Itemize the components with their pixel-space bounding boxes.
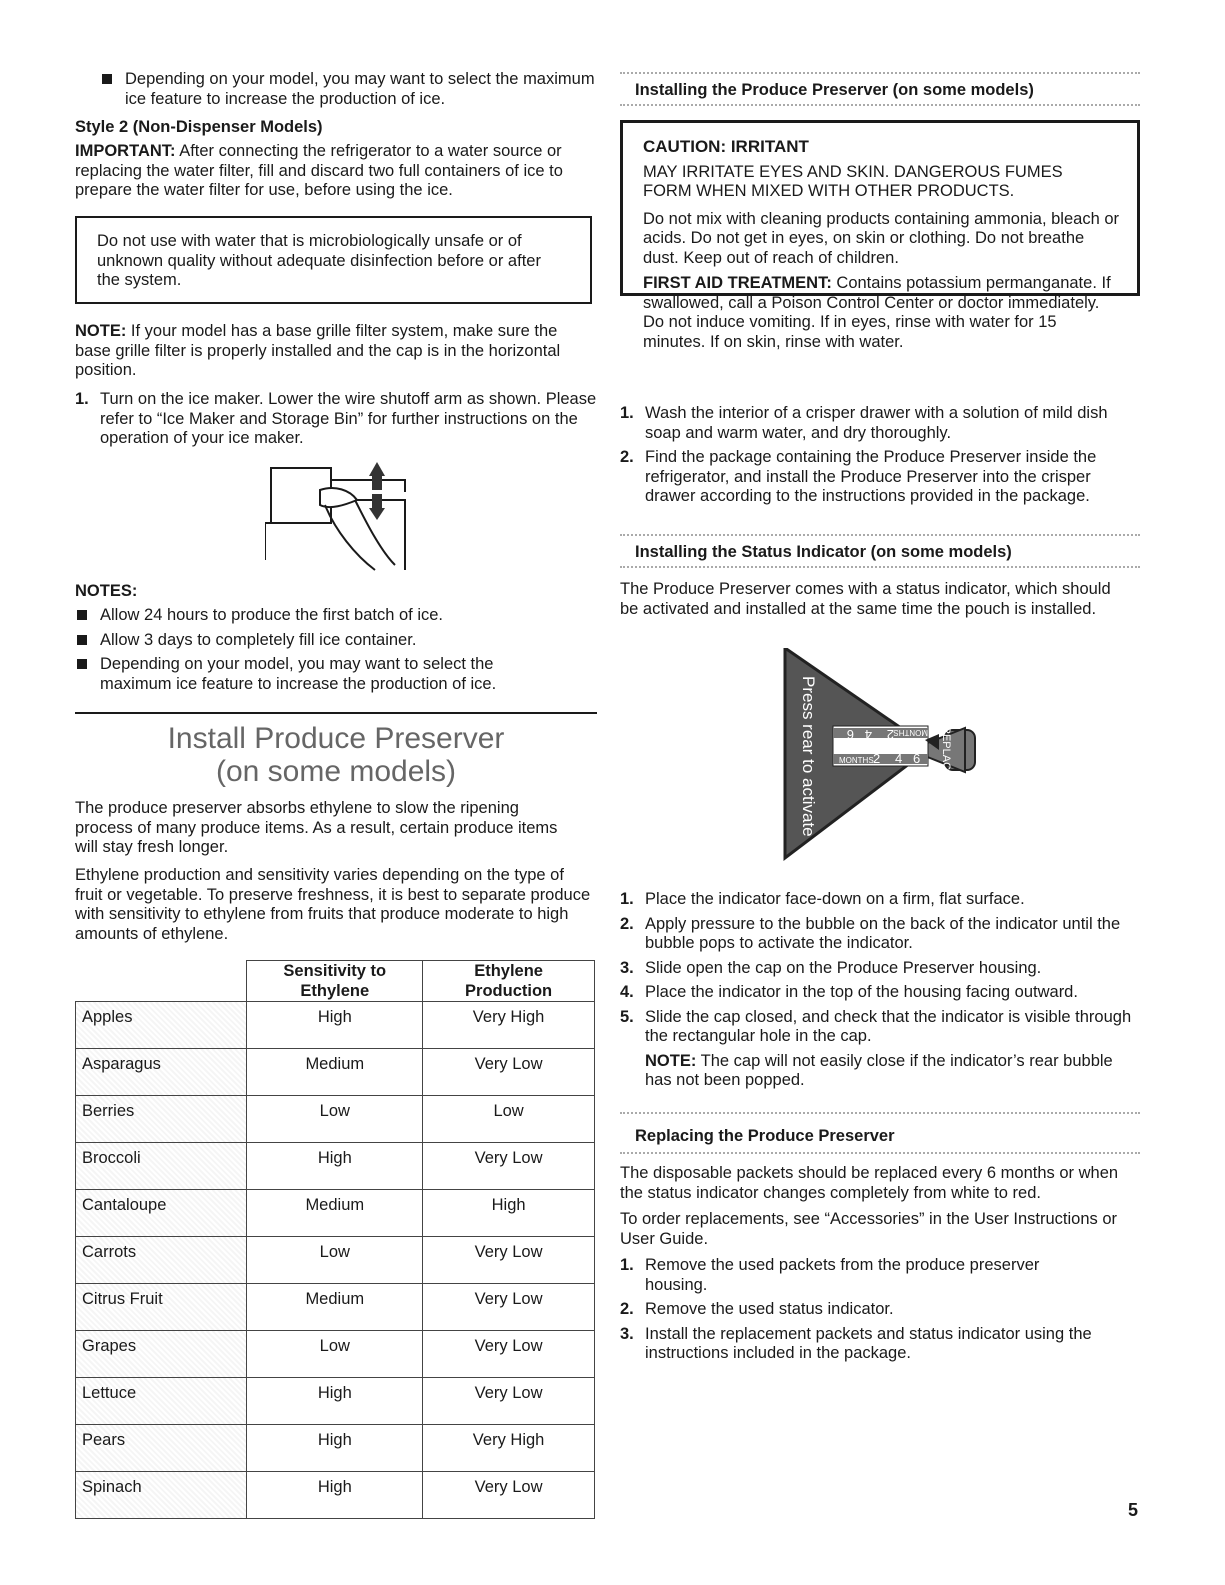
production-value: High: [423, 1190, 595, 1237]
produce-name: Berries: [76, 1096, 247, 1143]
ethylene-table: [75, 960, 595, 1519]
production-value: Very Low: [423, 1472, 595, 1519]
produce-name: Broccoli: [76, 1143, 247, 1190]
produce-name: Grapes: [76, 1331, 247, 1378]
table-row: [76, 1331, 595, 1378]
step5-note-label: NOTE:: [645, 1051, 697, 1070]
produce-name: Spinach: [76, 1472, 247, 1519]
step-number: 5.: [620, 1007, 634, 1026]
important-label: IMPORTANT:: [75, 142, 176, 160]
bullet-square-icon: [77, 635, 87, 645]
ice-maker-illustration: [265, 460, 485, 580]
step-number: 2.: [620, 448, 634, 466]
list-item-text: Allow 3 days to completely fill ice container.: [100, 630, 417, 649]
style2-heading: Style 2 (Non-Dispenser Models): [75, 118, 323, 136]
step-text: Place the indicator in the top of the housing facing outward.: [645, 983, 1078, 1001]
replacing-heading: Replacing the Produce Preserver: [635, 1127, 895, 1145]
produce-name: Asparagus: [76, 1049, 247, 1096]
bullet-square-icon: [77, 610, 87, 620]
replacing-paragraph-1: The disposable packets should be replaced every 6 months or when the status indicator changes completely from white to red.: [620, 1164, 1119, 1202]
step-item: [620, 983, 1140, 1003]
page-number: 5: [1128, 1500, 1139, 1520]
production-value: Low: [423, 1096, 595, 1143]
important-text: After connecting the refrigerator to a water source or replacing the water filter, fill and discard two full containers of ice to prepare the water filter for use, before using the ice.: [75, 142, 563, 199]
bullet-square-icon: [77, 659, 87, 669]
table-row: [76, 1143, 595, 1190]
step5-note-text: The cap will not easily close if the indicator’s rear bubble has not been popped.: [645, 1051, 1113, 1089]
section-title-line-2: (on some models): [215, 755, 457, 788]
production-value: Very Low: [423, 1378, 595, 1425]
step-text: Place the indicator face-down on a firm, flat surface.: [645, 890, 1025, 908]
table-row: [76, 1425, 595, 1472]
important-paragraph: [75, 142, 587, 201]
dotted-rule: [620, 566, 1140, 568]
production-value: Very Low: [423, 1237, 595, 1284]
sensitivity-value: Low: [247, 1237, 423, 1284]
step-1: [75, 390, 600, 449]
sensitivity-value: High: [247, 1002, 423, 1049]
month-4-inverted: 4: [864, 727, 872, 742]
step-item: [620, 404, 1140, 443]
list-item-text: Allow 24 hours to produce the first batch of ice.: [100, 606, 444, 624]
caution-text: Do not mix with cleaning products containing ammonia, bleach or acids. Do not get in eyes, on skin or clothing. Do not breathe dust. Keep out of reach of children.: [643, 209, 1120, 267]
months-label: MONTHS: [839, 756, 874, 765]
list-item: [75, 631, 575, 651]
step-item: [620, 1008, 1140, 1047]
sensitivity-value: High: [247, 1472, 423, 1519]
replacing-steps: [620, 1256, 1100, 1364]
step-item: [620, 448, 1140, 507]
status-steps: [620, 890, 1140, 1091]
dotted-rule: [620, 1112, 1140, 1114]
section-divider: [75, 712, 597, 714]
table-row: [76, 1049, 595, 1096]
notes-heading: NOTES:: [75, 582, 138, 600]
sensitivity-value: Medium: [247, 1049, 423, 1096]
month-2-inverted: 2: [886, 727, 894, 742]
produce-name: Lettuce: [76, 1378, 247, 1425]
notes-list: [75, 606, 575, 694]
step-text: Turn on the ice maker. Lower the wire shutoff arm as shown. Please refer to “Ice Maker and Storage Bin” for further instructions on the operation of your ice maker.: [100, 390, 597, 447]
produce-name: Carrots: [76, 1237, 247, 1284]
caution-warning: MAY IRRITATE EYES AND SKIN. DANGEROUS FUMES FORM WHEN MIXED WITH OTHER PRODUCTS.: [643, 162, 1063, 200]
dotted-rule: [620, 534, 1140, 536]
step-number: 2.: [620, 1300, 634, 1318]
step-number: 4.: [620, 983, 634, 1001]
produce-name: Cantaloupe: [76, 1190, 247, 1237]
produce-paragraph-2: Ethylene production and sensitivity varies depending on the type of fruit or vegetable. To preserve freshness, it is best to separate produce with sensitivity to ethylene from fruits that produce moderate to high amounts of ethylene.: [75, 866, 591, 943]
step-number: 1.: [620, 1256, 634, 1274]
step-text: Apply pressure to the bubble on the back of the indicator until the bubble pops to activate the indicator.: [645, 914, 1121, 952]
list-item-text: Depending on your model, you may want to select the maximum ice feature to increase the production of ice.: [100, 655, 497, 693]
header-sensitivity: Sensitivity to Ethylene: [247, 961, 423, 1002]
step-text: Find the package containing the Produce Preserver inside the refrigerator, and install the Produce Preserver into the crisper drawer according to the instructions provided in the package.: [645, 448, 1097, 505]
step-number: 2.: [620, 914, 634, 933]
step-number: 3.: [620, 1324, 634, 1343]
replace-label: REPLACE: [940, 726, 952, 778]
step-item: [620, 915, 1140, 954]
table-row: [76, 1096, 595, 1143]
table-row: [76, 1472, 595, 1519]
months-label-inverted: MONTHS: [893, 728, 928, 737]
sensitivity-value: Medium: [247, 1284, 423, 1331]
month-4: 4: [895, 751, 903, 766]
sensitivity-value: Low: [247, 1331, 423, 1378]
step-item: [620, 890, 1140, 910]
step-text: Remove the used status indicator.: [645, 1300, 894, 1318]
caution-box: [620, 120, 1140, 351]
step-item: [620, 1256, 1100, 1295]
section-title: [75, 722, 597, 788]
step-number: 1.: [620, 890, 634, 908]
first-aid-text: Contains potassium permanganate. If swallowed, call a Poison Control Center or doctor immediately. Do not induce vomiting. If in eyes, rinse with water for 15 minutes. If on skin, rinse with water.: [643, 274, 1111, 351]
sensitivity-value: Low: [247, 1096, 423, 1143]
step-item: [620, 1325, 1100, 1364]
step-number: 1.: [75, 390, 89, 408]
step-text: Remove the used packets from the produce preserver housing.: [645, 1256, 1040, 1294]
produce-name: Pears: [76, 1425, 247, 1472]
step-text: Slide the cap closed, and check that the indicator is visible through the rectangular hole in the cap.: [645, 1007, 1132, 1045]
warning-text: Do not use with water that is microbiologically unsafe or of unknown quality without adequate disinfection before or after the system.: [97, 232, 541, 289]
produce-paragraph-1: The produce preserver absorbs ethylene to slow the ripening process of many produce items. As a result, certain produce items will stay fresh longer.: [75, 799, 558, 856]
production-value: Very High: [423, 1425, 595, 1472]
table-row: [76, 1378, 595, 1425]
install-steps: [620, 404, 1140, 507]
caution-title: CAUTION: IRRITANT: [643, 137, 809, 156]
header-production: Ethylene Production: [423, 961, 595, 1002]
dotted-rule: [620, 1152, 1140, 1154]
press-rear-label: Press rear to activate: [799, 676, 818, 837]
step-item: [620, 1300, 1100, 1320]
sensitivity-value: High: [247, 1143, 423, 1190]
warning-box: [75, 216, 592, 304]
bullet-item: [100, 70, 595, 109]
produce-name: Citrus Fruit: [76, 1284, 247, 1331]
month-6-inverted: 6: [846, 727, 854, 742]
sensitivity-value: High: [247, 1378, 423, 1425]
production-value: Very Low: [423, 1049, 595, 1096]
status-heading: Installing the Status Indicator (on some models): [635, 543, 1012, 561]
table-row: [76, 1237, 595, 1284]
list-item: [75, 606, 575, 626]
table-row: [76, 1284, 595, 1331]
sensitivity-value: High: [247, 1425, 423, 1472]
section-title-line-1: Install Produce Preserver: [167, 722, 505, 755]
dotted-rule: [620, 104, 1140, 106]
bullet-text: Depending on your model, you may want to select the maximum ice feature to increase the production of ice.: [125, 70, 595, 108]
production-value: Very Low: [423, 1331, 595, 1378]
table-row: [76, 1190, 595, 1237]
note-label: NOTE:: [75, 322, 127, 340]
step-text: Wash the interior of a crisper drawer with a solution of mild dish soap and warm water, and dry thoroughly.: [645, 404, 1108, 442]
list-item: [75, 655, 560, 694]
note-text: If your model has a base grille filter system, make sure the base grille filter is properly installed and the cap is in the horizontal position.: [75, 322, 561, 379]
step-text: Slide open the cap on the Produce Preserver housing.: [645, 958, 1042, 977]
status-paragraph: The Produce Preserver comes with a status indicator, which should be activated and installed at the same time the pouch is installed.: [620, 580, 1111, 618]
step-text: Install the replacement packets and status indicator using the instructions included in the package.: [645, 1324, 1092, 1362]
bullet-square-icon: [102, 74, 112, 84]
step-number: 3.: [620, 958, 634, 977]
production-value: Very High: [423, 1002, 595, 1049]
table-row: [76, 1002, 595, 1049]
step-number: 1.: [620, 404, 634, 422]
month-2: 2: [873, 751, 881, 766]
dotted-rule: [620, 72, 1140, 74]
sensitivity-value: Medium: [247, 1190, 423, 1237]
status-indicator-illustration: [775, 648, 990, 863]
replacing-paragraph-2: To order replacements, see “Accessories” in the User Instructions or User Guide.: [620, 1210, 1118, 1248]
step-item: [620, 959, 1140, 979]
install-heading: Installing the Produce Preserver (on some models): [635, 81, 1034, 99]
note-paragraph: [75, 322, 580, 381]
production-value: Very Low: [423, 1284, 595, 1331]
table-header-row: [76, 961, 595, 1002]
production-value: Very Low: [423, 1143, 595, 1190]
step5-note: [620, 1052, 1140, 1091]
month-6: 6: [913, 751, 921, 766]
first-aid-label: FIRST AID TREATMENT:: [643, 274, 832, 292]
produce-name: Apples: [76, 1002, 247, 1049]
